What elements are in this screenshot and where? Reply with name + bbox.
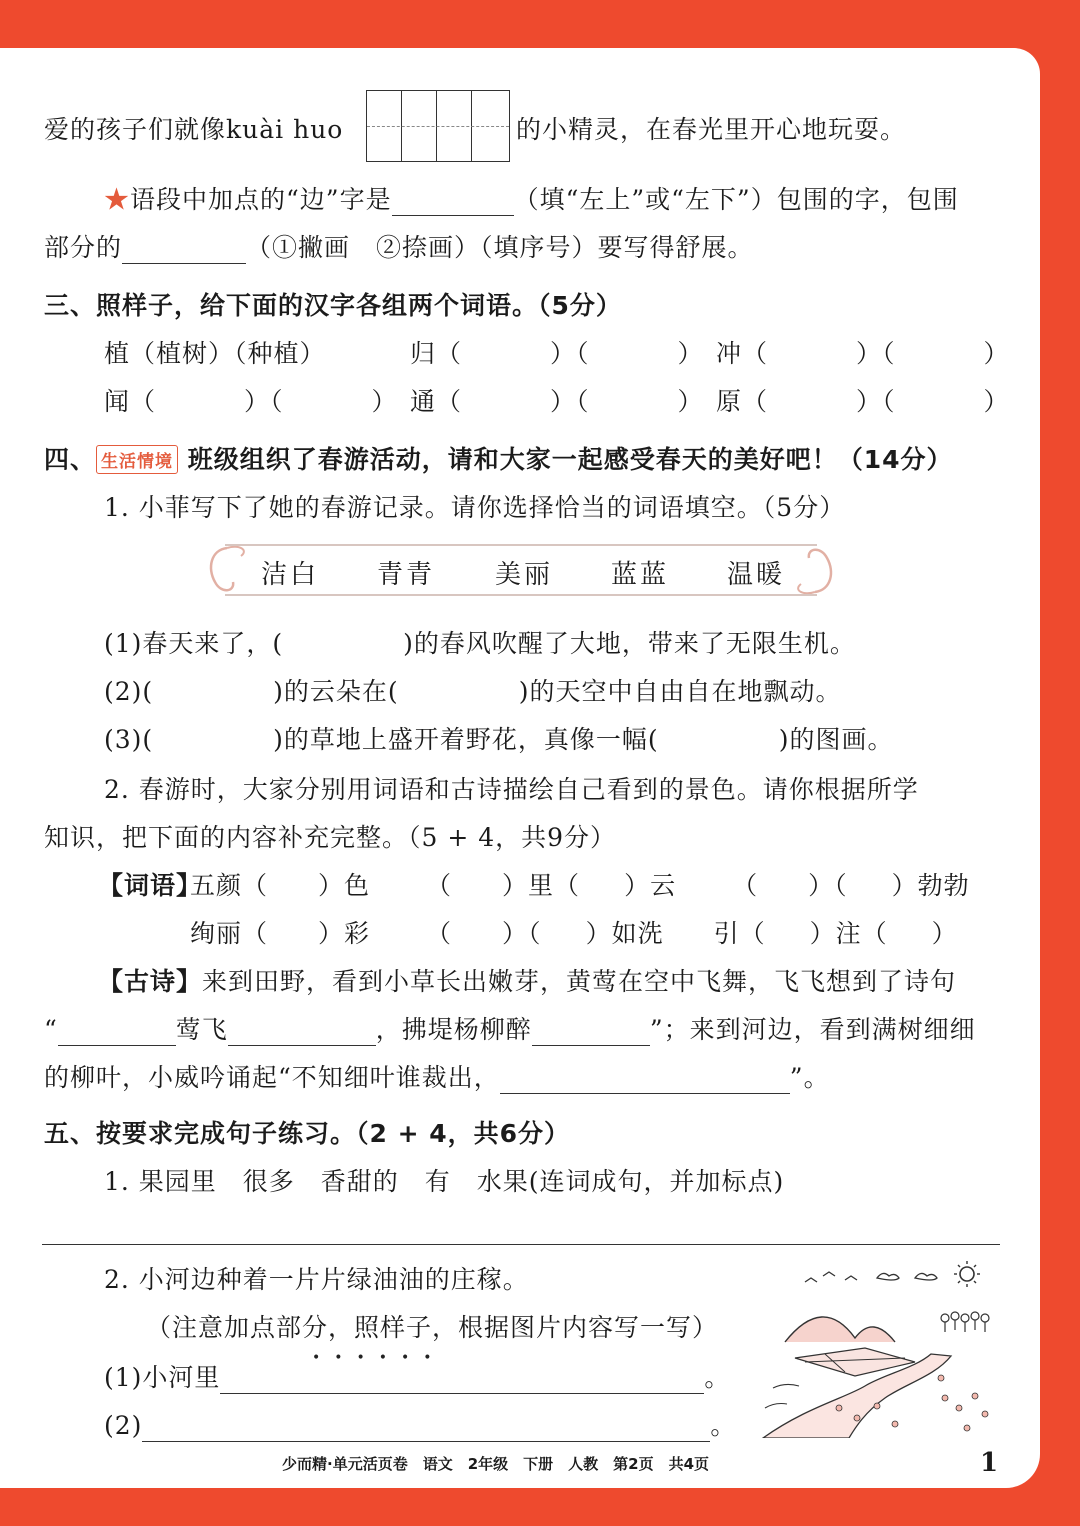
question-5-2-note: （注意加点部分，照样子，根据图片内容写一写）: [146, 1313, 719, 1342]
word-bank-item: 美丽: [495, 560, 554, 590]
answer-blank[interactable]: [58, 1019, 176, 1046]
gushi-line2[interactable]: “ 莺飞 ，拂堤杨柳醉 ”；来到河边，看到满树细细: [44, 1015, 976, 1044]
word-item[interactable]: 通（ ）（ ）: [410, 387, 704, 416]
pinyin-write-grid[interactable]: [366, 90, 510, 162]
answer-2-line[interactable]: (2) 。: [104, 1411, 737, 1440]
word-item[interactable]: 闻（ ）（ ）: [104, 387, 398, 416]
question-4-2-line1: 2. 春游时，大家分别用词语和古诗描绘自己看到的景色。请你根据所学: [104, 775, 919, 804]
section-3-title: 三、照样子，给下面的汉字各组两个词语。（5分）: [44, 291, 622, 320]
answer-blank[interactable]: [228, 1019, 376, 1046]
radical-question-line1: ★语段中加点的“边”字是 （填“左上”或“左下”）包围的字，包围: [104, 185, 959, 214]
answer-1-line[interactable]: (1)小河里 。: [104, 1363, 731, 1392]
question-4-2-line2: 知识，把下面的内容补充完整。（5 + 4，共9分）: [44, 823, 617, 852]
ci-row-2[interactable]: 绚丽（ ）彩 （ ）（ ）如洗 引（ ）注（ ）: [190, 919, 958, 948]
word-bank-item: 青青: [377, 560, 436, 590]
passage-line-start: 爱的孩子们就像kuài huo: [44, 115, 344, 144]
question-4-1: 1. 小菲写下了她的春游记录。请你选择恰当的词语填空。（5分）: [104, 493, 846, 522]
riverside-landscape-illustration: [745, 1258, 1005, 1438]
word-bank-item: 蓝蓝: [611, 560, 670, 590]
answer-blank[interactable]: [500, 1067, 790, 1094]
ci-row-1[interactable]: 五颜（ ）色 （ ）里（ ）云 （ ）（ ）勃勃: [190, 871, 970, 900]
word-bank-item: 温暖: [727, 560, 786, 590]
passage-line-end: 的小精灵，在春光里开心地玩耍。: [516, 115, 907, 144]
worksheet-page: [0, 48, 1040, 1488]
section-4-title: 四、 生活情境 班级组织了春游活动，请和大家一起感受春天的美好吧！（14分）: [44, 445, 953, 474]
radical-question-line2: 部分的 （①撇画 ②捺画）（填序号）要写得舒展。: [44, 233, 754, 262]
example-word: 植（植树）（种植）: [104, 339, 326, 368]
ci-label: 【词语】: [98, 871, 203, 900]
fill-sentence-3[interactable]: (3)( )的草地上盛开着野花，真像一幅( )的图画。: [104, 725, 894, 754]
answer-line[interactable]: [42, 1244, 1000, 1245]
footer-info: 少而精·单元活页卷 语文 2年级 下册 人教 第2页 共4页: [282, 1455, 710, 1473]
answer-blank[interactable]: [142, 1415, 710, 1442]
star-icon: ★: [104, 185, 131, 214]
gushi-line3[interactable]: 的柳叶，小威吟诵起“不知细叶谁裁出， ”。: [44, 1063, 830, 1092]
word-bank: [205, 538, 837, 602]
emphasis-dots: ••••••: [312, 1350, 446, 1366]
answer-blank[interactable]: [122, 237, 246, 264]
fill-sentence-1[interactable]: (1)春天来了，( )的春风吹醒了大地，带来了无限生机。: [104, 629, 856, 658]
gushi-line1: 【古诗】来到田野，看到小草长出嫩芽，黄莺在空中飞舞，飞飞想到了诗句: [98, 967, 957, 996]
fill-sentence-2[interactable]: (2)( )的云朵在( )的天空中自由自在地飘动。: [104, 677, 842, 706]
word-item[interactable]: 冲（ ）（ ）: [716, 339, 1010, 368]
word-item[interactable]: 原（ ）（ ）: [716, 387, 1010, 416]
page-number: 1: [980, 1448, 999, 1478]
word-bank-item: 洁白: [261, 560, 320, 590]
answer-blank[interactable]: [532, 1019, 650, 1046]
word-item[interactable]: 归（ ）（ ）: [410, 339, 704, 368]
answer-blank[interactable]: [392, 189, 514, 216]
question-5-1: 1. 果园里 很多 香甜的 有 水果(连词成句，并加标点): [104, 1167, 785, 1196]
answer-blank[interactable]: [220, 1367, 704, 1394]
context-tag: 生活情境: [96, 445, 178, 474]
question-5-2: 2. 小河边种着一片片绿油油的庄稼。: [104, 1265, 529, 1294]
section-5-title: 五、按要求完成句子练习。（2 + 4，共6分）: [44, 1119, 571, 1148]
